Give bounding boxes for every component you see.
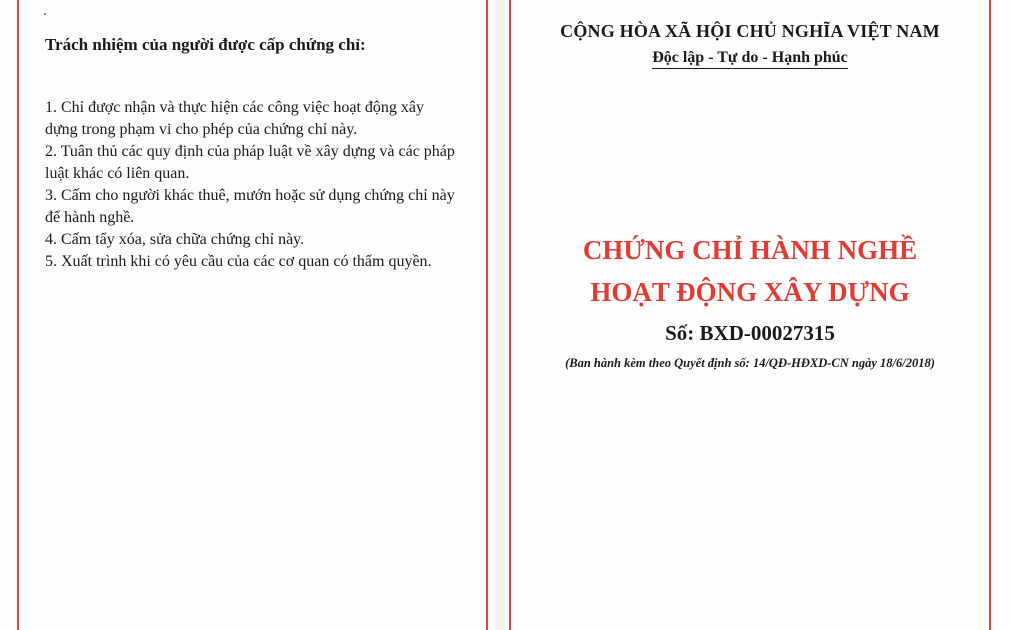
issuance-note: (Ban hành kèm theo Quyết định số: 14/QĐ-HĐXD-CN ngày 18/6/2018)	[565, 356, 935, 370]
left-page-inner-border	[486, 0, 488, 630]
right-page-outer-border	[989, 0, 991, 630]
responsibilities-heading: Trách nhiệm của người được cấp chứng chỉ:	[45, 35, 366, 54]
responsibility-item: 2. Tuân thủ các quy định của pháp luật về xây dựng và các pháp luật khác có liên quan.	[45, 143, 455, 182]
motto-container	[520, 49, 980, 69]
responsibility-item: 4. Cấm tẩy xóa, sửa chữa chứng chỉ này.	[45, 231, 305, 248]
responsibility-item: 1. Chỉ được nhận và thực hiện các công việc hoạt động xây dựng trong phạm vi cho phép của chứng chỉ này.	[45, 99, 425, 138]
certificate-title-line2: HOẠT ĐỘNG XÂY DỰNG	[590, 277, 910, 307]
certificate-title-line1: CHỨNG CHỈ HÀNH NGHỀ	[582, 235, 918, 265]
responsibility-item: 3. Cấm cho người khác thuê, mướn hoặc sử dụng chứng chỉ này để hành nghề.	[45, 187, 455, 226]
right-page-inner-border	[509, 0, 511, 630]
certificate-number: Số: BXD-00027315	[665, 321, 835, 345]
right-page	[505, 0, 1010, 630]
center-fold	[495, 0, 505, 630]
responsibility-item: 5. Xuất trình khi có yêu cầu của các cơ quan có thẩm quyền.	[45, 253, 432, 270]
responsibilities-list	[45, 97, 455, 273]
left-page-outer-border	[17, 0, 19, 630]
left-page	[0, 0, 495, 630]
scan-speck	[44, 13, 46, 15]
national-motto: Độc lập - Tự do - Hạnh phúc	[652, 49, 848, 69]
national-name: CỘNG HÒA XÃ HỘI CHỦ NGHĨA VIỆT NAM	[560, 21, 940, 41]
